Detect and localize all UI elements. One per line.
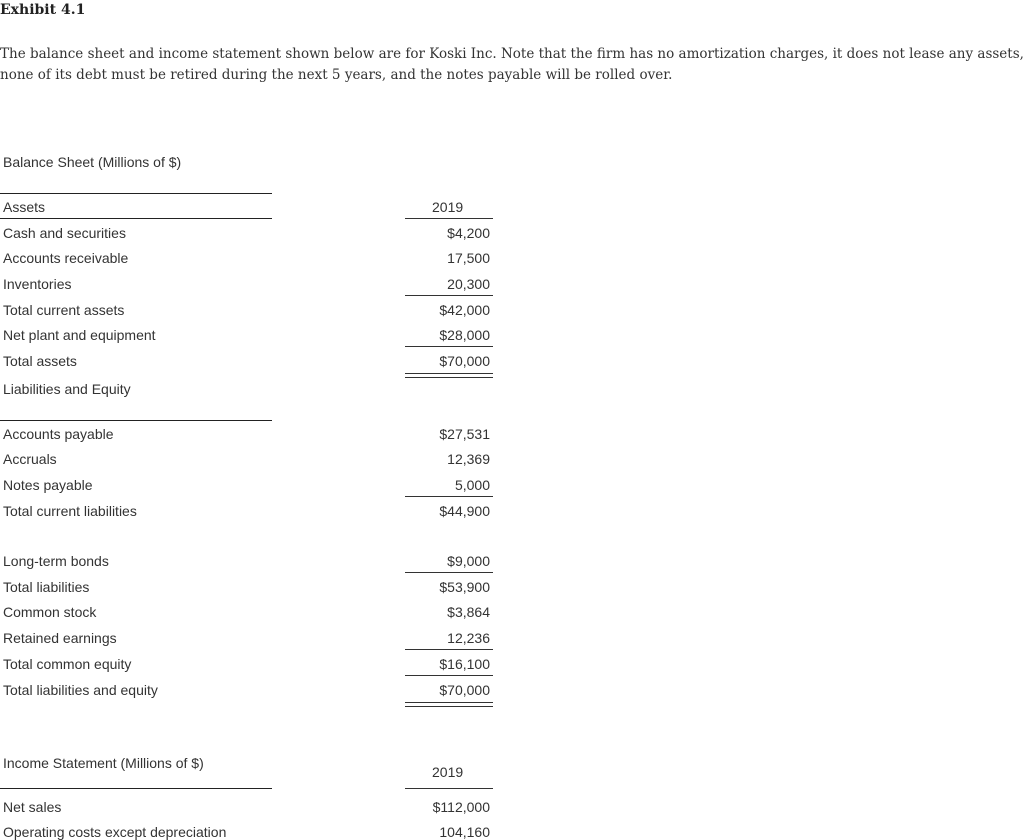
intro-paragraph: The balance sheet and income statement shown below are for Koski Inc. Note that the firm has no amortization charges, it does not lease any assets, none of its debt must be retired during the next 5 years, and the notes payable will be rolled over. [0,46,1024,83]
balance-sheet-title: Balance Sheet (Millions of $) [3,154,182,170]
row-label: Net sales [3,799,62,815]
row-label: Total liabilities and equity [3,682,158,698]
subtotal-underline [405,496,493,497]
row-value: 12,369 [447,451,490,467]
year-underline [405,788,493,789]
assets-header: Assets [3,199,46,215]
row-value: $4,200 [447,225,490,241]
year-underline [405,218,493,219]
row-label: Retained earnings [3,630,117,646]
row-label: Total current assets [3,302,125,318]
row-label: Total assets [3,353,77,369]
subtotal-underline [405,295,493,296]
row-value: 17,500 [447,250,490,266]
balance-sheet-year: 2019 [432,199,464,215]
row-value: $27,531 [439,426,490,442]
row-value: $16,100 [439,656,490,672]
balance-sheet-top-rule [0,193,272,194]
row-label: Long-term bonds [3,553,109,569]
liabilities-header: Liabilities and Equity [3,381,131,397]
row-label: Inventories [3,276,72,292]
row-label: Common stock [3,604,97,620]
row-label: Operating costs except depreciation [3,824,227,840]
total-double-underline [405,373,493,378]
row-value: $112,000 [432,799,490,815]
subtotal-underline [405,675,493,676]
row-value: $70,000 [439,353,490,369]
subtotal-underline [405,346,493,347]
row-value: $53,900 [439,579,490,595]
subtotal-underline [405,649,493,650]
assets-header-rule [0,218,272,219]
row-value: $28,000 [439,327,490,343]
row-value: $42,000 [439,302,490,318]
total-double-underline [405,702,493,707]
row-label: Notes payable [3,477,93,493]
row-label: Total common equity [3,656,132,672]
liabilities-header-rule [0,420,272,421]
row-value: 104,160 [439,824,490,840]
exhibit-title: Exhibit 4.1 [0,2,86,18]
income-statement-year: 2019 [432,764,464,780]
subtotal-underline [405,572,493,573]
row-label: Accruals [3,451,57,467]
row-label: Net plant and equipment [3,327,156,343]
row-value: 20,300 [447,276,490,292]
row-label: Cash and securities [3,225,126,241]
income-statement-title: Income Statement (Millions of $) [3,755,204,771]
row-label: Total current liabilities [3,503,137,519]
row-label: Accounts payable [3,426,114,442]
row-value: 12,236 [447,630,490,646]
row-value: $3,864 [447,604,490,620]
row-value: $44,900 [439,503,490,519]
row-value: $9,000 [447,553,490,569]
row-label: Accounts receivable [3,250,129,266]
row-label: Total liabilities [3,579,90,595]
income-statement-rule [0,788,272,789]
row-value: 5,000 [454,477,490,493]
row-value: $70,000 [439,682,490,698]
